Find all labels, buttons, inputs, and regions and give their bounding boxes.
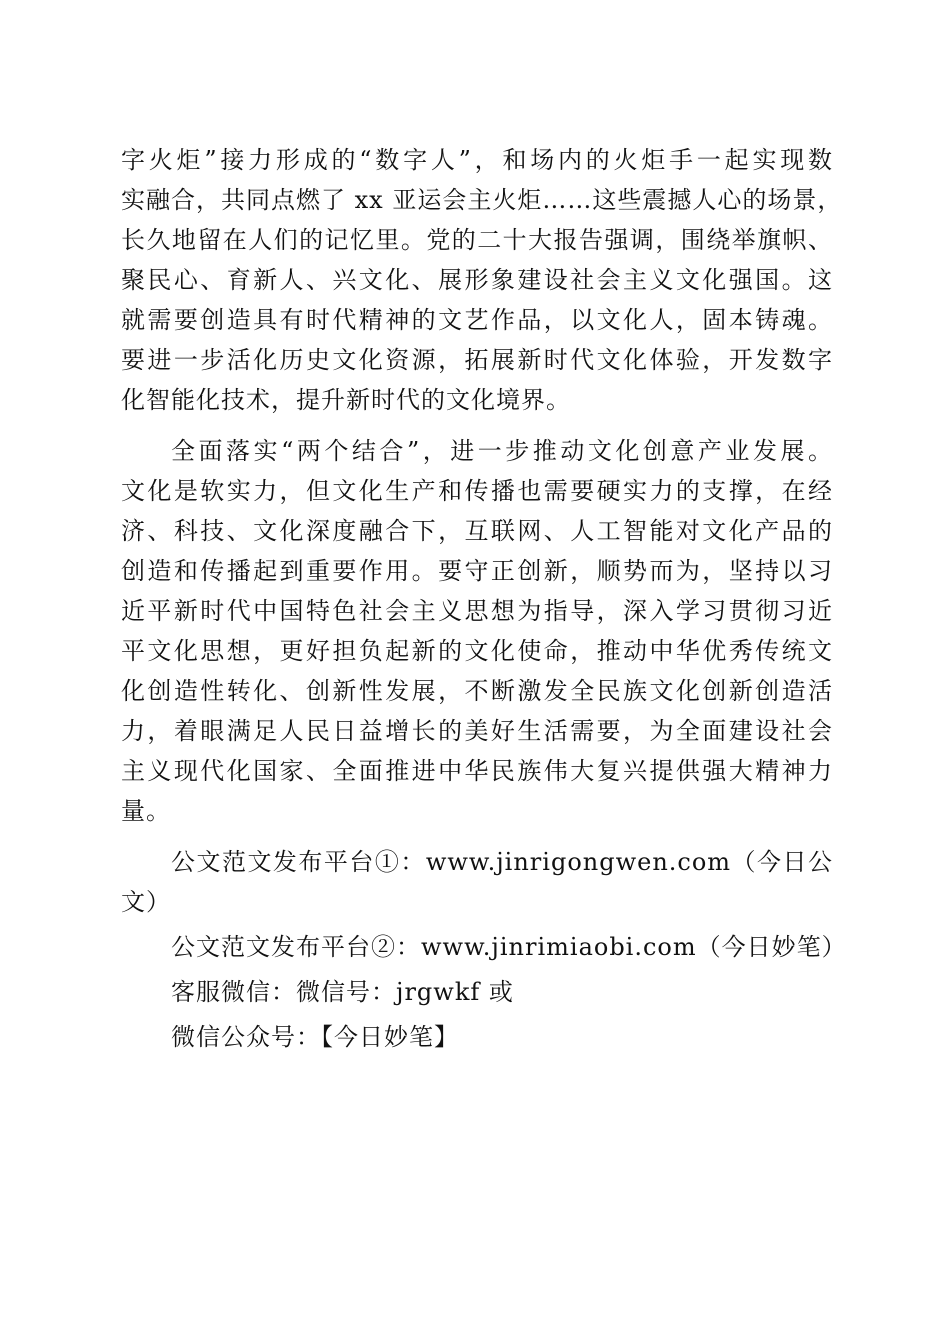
paragraph-line: 化智能化技术，提升新时代的文化境界。	[121, 386, 571, 414]
paragraph-line: 平文化思想，更好担负起新的文化使命，推动中华优秀传统文	[121, 637, 833, 665]
paragraph-line: 字火炬”接力形成的“数字人”，和场内的火炬手一起实现数	[121, 146, 833, 174]
paragraph-line: 全面落实“两个结合”，进一步推动文化创意产业发展。	[171, 437, 833, 465]
platform-1-info	[121, 842, 833, 922]
document-body	[121, 140, 847, 1057]
paragraph-gap	[121, 831, 833, 842]
paragraph-line: 创造和传播起到重要作用。要守正创新，顺势而为，坚持以习	[121, 557, 833, 585]
platform-1-line: 文）	[121, 888, 171, 916]
paragraph-line: 化创造性转化、创新性发展，不断激发全民族文化创新创造活	[121, 677, 833, 705]
paragraph-gap	[121, 420, 833, 431]
wechat-official-account: 微信公众号：【今日妙笔】	[171, 1023, 459, 1051]
paragraph-2	[121, 431, 833, 831]
paragraph-line: 量。	[121, 797, 171, 825]
paragraph-line: 要进一步活化历史文化资源，拓展新时代文化体验，开发数字	[121, 346, 833, 374]
paragraph-line: 近平新时代中国特色社会主义思想为指导，深入学习贯彻习近	[121, 597, 833, 625]
paragraph-line: 济、科技、文化深度融合下，互联网、人工智能对文化产品的	[121, 517, 833, 545]
paragraph-line: 长久地留在人们的记忆里。党的二十大报告强调，围绕举旗帜、	[121, 226, 833, 254]
paragraph-1	[121, 140, 843, 420]
platform-2-info: 公文范文发布平台②：www.jinrimiaobi.com（今日妙笔）	[171, 933, 847, 961]
paragraph-line: 就需要创造具有时代精神的文艺作品，以文化人，固本铸魂。	[121, 306, 833, 334]
paragraph-line: 聚民心、育新人、兴文化、展形象建设社会主义文化强国。这	[121, 266, 833, 294]
paragraph-line: 主义现代化国家、全面推进中华民族伟大复兴提供强大精神力	[121, 757, 833, 785]
customer-service-wechat: 客服微信：微信号：jrgwkf 或	[171, 978, 514, 1006]
paragraph-line: 力，着眼满足人民日益增长的美好生活需要，为全面建设社会	[121, 717, 833, 745]
paragraph-line: 实融合，共同点燃了 xx 亚运会主火炬……这些震撼人心的场景，	[121, 186, 843, 214]
platform-1-line: 公文范文发布平台①：www.jinrigongwen.com（今日公	[171, 848, 833, 876]
paragraph-line: 文化是软实力，但文化生产和传播也需要硬实力的支撑，在经	[121, 477, 833, 505]
